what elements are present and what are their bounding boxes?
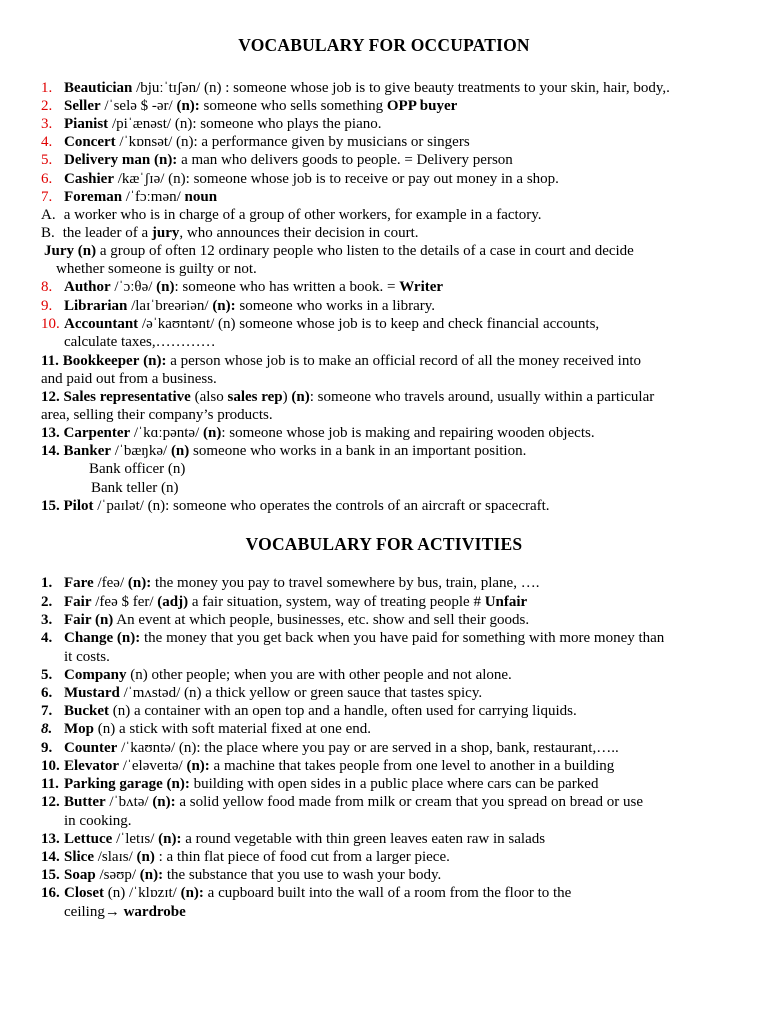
list-item-continuation: in cooking. bbox=[64, 813, 132, 829]
list-item: 2. Fair /feə $ fer/ (adj) a fair situation, system, way of treating people # Unfair bbox=[41, 594, 528, 610]
list-item: 10. Accountant /əˈkaʊntənt/ (n) someone whose job is to keep and check financial accounts, bbox=[41, 316, 600, 332]
list-item: 9. Counter /ˈkaʊntə/ (n): the place where you pay or are served in a shop, bank, restaurant,….. bbox=[41, 740, 619, 756]
list-item: 10. Elevator /ˈeləveɪtə/ (n): a machine that takes people from one level to another in a building bbox=[41, 758, 615, 774]
list-item: 14. Banker /ˈbæŋkə/ (n) someone who works in a bank in an important position. bbox=[41, 443, 527, 459]
list-item: 1. Beautician /bjuːˈtɪʃən/ (n) : someone whose job is to give beauty treatments to your skin, hair, body,. bbox=[41, 80, 670, 96]
list-item: 11. Parking garage (n): building with open sides in a public place where cars can be parked bbox=[41, 776, 599, 792]
list-item: A. a worker who is in charge of a group of other workers, for example in a factory. bbox=[41, 207, 542, 223]
list-item: 14. Slice /slaɪs/ (n) : a thin flat piece of food cut from a larger piece. bbox=[41, 849, 450, 865]
list-item-continuation: it costs. bbox=[64, 649, 110, 665]
list-item: 7. Bucket (n) a container with an open top and a handle, often used for carrying liquids. bbox=[41, 703, 577, 719]
list-item: 15. Soap /səʊp/ (n): the substance that you use to wash your body. bbox=[41, 867, 442, 883]
list-item: 4. Change (n): the money that you get back when you have paid for something with more money than bbox=[41, 630, 665, 646]
list-subitem: Bank teller (n) bbox=[91, 480, 179, 496]
list-item: B. the leader of a jury, who announces their decision in court. bbox=[41, 225, 419, 241]
list-item: 13. Lettuce /ˈletɪs/ (n): a round vegetable with thin green leaves eaten raw in salads bbox=[41, 831, 546, 847]
list-item: Jury (n) a group of often 12 ordinary people who listen to the details of a case in court and decide bbox=[44, 243, 634, 259]
section-title-activities: VOCABULARY FOR ACTIVITIES bbox=[245, 534, 523, 554]
list-item-continuation: area, selling their company’s products. bbox=[41, 407, 273, 423]
list-item: 11. Bookkeeper (n): a person whose job is to make an official record of all the money received into bbox=[41, 353, 642, 369]
list-item: 9. Librarian /laɪˈbreəriən/ (n): someone who works in a library. bbox=[41, 298, 436, 314]
list-item-continuation: ceiling→ wardrobe bbox=[64, 904, 186, 920]
list-item: 6. Mustard /ˈmʌstəd/ (n) a thick yellow or green sauce that tastes spicy. bbox=[41, 685, 483, 701]
list-item: 7. Foreman /ˈfɔːmən/ noun bbox=[41, 189, 218, 205]
list-item: 2. Seller /ˈselə $ -ər/ (n): someone who sells something OPP buyer bbox=[41, 98, 458, 114]
list-item: 15. Pilot /ˈpaɪlət/ (n): someone who operates the controls of an aircraft or spacecraft. bbox=[41, 498, 550, 514]
list-item: 8. Mop (n) a stick with soft material fixed at one end. bbox=[41, 721, 371, 737]
list-item-continuation: calculate taxes,………… bbox=[64, 334, 216, 350]
arrow-icon: → bbox=[104, 904, 120, 920]
list-item: 16. Closet (n) /ˈklɒzɪt/ (n): a cupboard built into the wall of a room from the floor to the bbox=[41, 885, 572, 901]
section-title-occupation: VOCABULARY FOR OCCUPATION bbox=[238, 35, 530, 55]
list-subitem: Bank officer (n) bbox=[89, 461, 186, 477]
list-item: 6. Cashier /kæˈʃɪə/ (n): someone whose job is to receive or pay out money in a shop. bbox=[41, 171, 559, 187]
list-item-continuation: and paid out from a business. bbox=[41, 371, 217, 387]
list-item: 12. Sales representative (also sales rep) (n): someone who travels around, usually within a particular bbox=[41, 389, 655, 405]
list-item: 13. Carpenter /ˈkɑːpəntə/ (n): someone whose job is making and repairing wooden objects. bbox=[41, 425, 595, 441]
list-item: 3. Fair (n) An event at which people, businesses, etc. show and sell their goods. bbox=[41, 612, 530, 628]
list-item: 4. Concert /ˈkɒnsət/ (n): a performance given by musicians or singers bbox=[41, 134, 470, 150]
list-item: 5. Company (n) other people; when you are with other people and not alone. bbox=[41, 667, 512, 683]
list-item: 8. Author /ˈɔːθə/ (n): someone who has written a book. = Writer bbox=[41, 279, 444, 295]
list-item-continuation: whether someone is guilty or not. bbox=[56, 261, 257, 277]
list-item: 5. Delivery man (n): a man who delivers goods to people. = Delivery person bbox=[41, 152, 513, 168]
list-item: 12. Butter /ˈbʌtə/ (n): a solid yellow food made from milk or cream that you spread on bread or use bbox=[41, 794, 644, 810]
list-item: 3. Pianist /piˈænəst/ (n): someone who plays the piano. bbox=[41, 116, 382, 132]
list-item: 1. Fare /feə/ (n): the money you pay to travel somewhere by bus, train, plane, …. bbox=[41, 575, 540, 591]
